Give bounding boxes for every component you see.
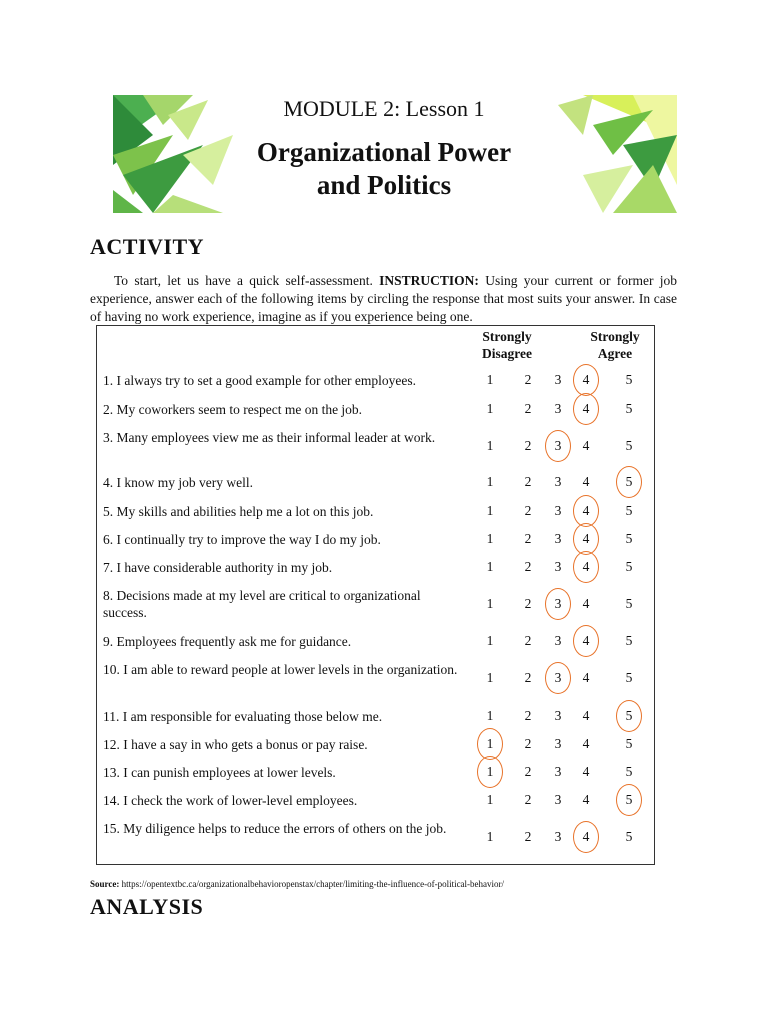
response-option-2[interactable]: 2 bbox=[524, 503, 532, 518]
survey-item-row bbox=[97, 472, 654, 494]
response-option-5[interactable]: 5 bbox=[625, 438, 633, 453]
response-option-4[interactable]: 4 bbox=[582, 633, 590, 648]
title-line-1: Organizational Power bbox=[256, 137, 512, 167]
survey-item-statement: 14. I check the work of lower-level employees. bbox=[103, 793, 358, 808]
response-option-4[interactable]: 4 bbox=[582, 736, 590, 751]
survey-item-row bbox=[97, 529, 654, 551]
survey-item-row bbox=[97, 399, 654, 421]
survey-item-statement: 13. I can punish employees at lower levels. bbox=[103, 765, 336, 780]
response-option-3[interactable]: 3 bbox=[554, 559, 562, 574]
response-option-4[interactable]: 4 bbox=[582, 596, 590, 611]
response-option-3[interactable]: 3 bbox=[554, 503, 562, 518]
response-option-5[interactable]: 5 bbox=[625, 559, 633, 574]
survey-item-statement: 11. I am responsible for evaluating those below me. bbox=[103, 709, 383, 724]
instruction-label: INSTRUCTION: bbox=[379, 273, 479, 288]
response-option-4[interactable]: 4 bbox=[582, 670, 590, 685]
response-option-2[interactable]: 2 bbox=[524, 736, 532, 751]
survey-item-row bbox=[97, 818, 654, 856]
page-title bbox=[0, 136, 768, 202]
survey-item-row bbox=[97, 585, 654, 623]
source-label: Source: bbox=[90, 879, 120, 889]
survey-item-row bbox=[97, 734, 654, 756]
intro-text: To start, let us have a quick self-assessment. bbox=[114, 273, 373, 288]
response-option-2[interactable]: 2 bbox=[524, 792, 532, 807]
response-option-3[interactable]: 3 bbox=[554, 372, 562, 387]
response-option-4[interactable]: 4 bbox=[582, 829, 590, 844]
response-option-3[interactable]: 3 bbox=[554, 736, 562, 751]
response-option-2[interactable]: 2 bbox=[524, 633, 532, 648]
response-option-2[interactable]: 2 bbox=[524, 559, 532, 574]
activity-heading: ACTIVITY bbox=[90, 234, 205, 259]
response-option-4[interactable]: 4 bbox=[582, 503, 590, 518]
response-option-3[interactable]: 3 bbox=[554, 829, 562, 844]
response-option-1[interactable]: 1 bbox=[486, 401, 494, 416]
response-option-1[interactable]: 1 bbox=[486, 474, 494, 489]
response-option-2[interactable]: 2 bbox=[524, 401, 532, 416]
response-option-4[interactable]: 4 bbox=[582, 708, 590, 723]
header-strongly-agree: Strongly Agree bbox=[590, 329, 640, 361]
response-option-5[interactable]: 5 bbox=[625, 372, 633, 387]
response-option-3[interactable]: 3 bbox=[554, 670, 562, 685]
response-option-4[interactable]: 4 bbox=[582, 764, 590, 779]
response-option-1[interactable]: 1 bbox=[486, 764, 494, 779]
survey-item-statement: 3. Many employees view me as their informal leader at work. bbox=[103, 430, 436, 445]
response-option-5[interactable]: 5 bbox=[625, 708, 633, 723]
survey-item-statement: 7. I have considerable authority in my job. bbox=[103, 560, 333, 575]
response-option-1[interactable]: 1 bbox=[486, 633, 494, 648]
response-option-4[interactable]: 4 bbox=[582, 559, 590, 574]
response-option-2[interactable]: 2 bbox=[524, 829, 532, 844]
response-option-5[interactable]: 5 bbox=[625, 531, 633, 546]
response-option-2[interactable]: 2 bbox=[524, 474, 532, 489]
survey-item-row bbox=[97, 501, 654, 523]
response-option-2[interactable]: 2 bbox=[524, 764, 532, 779]
response-option-5[interactable]: 5 bbox=[625, 829, 633, 844]
response-option-1[interactable]: 1 bbox=[486, 596, 494, 611]
survey-item-statement: 1. I always try to set a good example for other employees. bbox=[103, 373, 417, 388]
response-option-4[interactable]: 4 bbox=[582, 372, 590, 387]
response-option-1[interactable]: 1 bbox=[486, 559, 494, 574]
module-title: MODULE 2: Lesson 1 bbox=[283, 96, 485, 121]
response-option-5[interactable]: 5 bbox=[625, 670, 633, 685]
analysis-heading: ANALYSIS bbox=[90, 894, 204, 919]
response-option-1[interactable]: 1 bbox=[486, 531, 494, 546]
response-option-4[interactable]: 4 bbox=[582, 792, 590, 807]
survey-item-row bbox=[97, 790, 654, 812]
survey-item-row bbox=[97, 706, 654, 728]
survey-item-row bbox=[97, 659, 654, 697]
response-option-1[interactable]: 1 bbox=[486, 372, 494, 387]
response-option-2[interactable]: 2 bbox=[524, 531, 532, 546]
instruction-paragraph bbox=[90, 272, 677, 326]
response-option-5[interactable]: 5 bbox=[625, 736, 633, 751]
survey-item-row bbox=[97, 762, 654, 784]
header-strongly-disagree: Strongly Disagree bbox=[482, 329, 532, 361]
survey-item-statement: 10. I am able to reward people at lower levels in the organization. bbox=[103, 662, 458, 677]
survey-item-statement: 2. My coworkers seem to respect me on the job. bbox=[103, 402, 363, 417]
survey-item-statement: 8. Decisions made at my level are critical to organizational success. bbox=[103, 588, 421, 620]
response-option-1[interactable]: 1 bbox=[486, 792, 494, 807]
response-option-5[interactable]: 5 bbox=[625, 474, 633, 489]
response-option-3[interactable]: 3 bbox=[554, 596, 562, 611]
response-option-3[interactable]: 3 bbox=[554, 401, 562, 416]
self-assessment-table bbox=[96, 325, 655, 865]
response-option-1[interactable]: 1 bbox=[486, 829, 494, 844]
response-option-2[interactable]: 2 bbox=[524, 596, 532, 611]
survey-item-statement: 5. My skills and abilities help me a lot on this job. bbox=[103, 504, 374, 519]
response-option-5[interactable]: 5 bbox=[625, 596, 633, 611]
response-option-4[interactable]: 4 bbox=[582, 531, 590, 546]
survey-item-statement: 9. Employees frequently ask me for guidance. bbox=[103, 634, 352, 649]
response-option-5[interactable]: 5 bbox=[625, 792, 633, 807]
survey-item-statement: 12. I have a say in who gets a bonus or pay raise. bbox=[103, 737, 368, 752]
survey-item-statement: 4. I know my job very well. bbox=[103, 475, 253, 490]
response-option-4[interactable]: 4 bbox=[582, 438, 590, 453]
source-url[interactable]: https://opentextbc.ca/organizationalbehavioropenstax/chapter/limiting-the-influence-of-political-behavior/ bbox=[121, 879, 505, 889]
response-option-3[interactable]: 3 bbox=[554, 438, 562, 453]
response-option-1[interactable]: 1 bbox=[486, 670, 494, 685]
survey-item-row bbox=[97, 370, 654, 392]
response-option-2[interactable]: 2 bbox=[524, 708, 532, 723]
instruction-text: Using your current or former job experience, answer each of the following items by circling the response that most suits your answer. In case of having no work experience, imagine as if you experience being one. bbox=[90, 273, 678, 324]
response-option-5[interactable]: 5 bbox=[625, 633, 633, 648]
response-option-3[interactable]: 3 bbox=[554, 633, 562, 648]
response-option-1[interactable]: 1 bbox=[486, 708, 494, 723]
title-line-2: and Politics bbox=[316, 170, 452, 200]
response-option-3[interactable]: 3 bbox=[554, 764, 562, 779]
response-option-5[interactable]: 5 bbox=[625, 764, 633, 779]
survey-item-row bbox=[97, 631, 654, 653]
response-option-1[interactable]: 1 bbox=[486, 503, 494, 518]
response-option-3[interactable]: 3 bbox=[554, 531, 562, 546]
response-option-4[interactable]: 4 bbox=[582, 401, 590, 416]
response-option-1[interactable]: 1 bbox=[486, 736, 494, 751]
survey-item-statement: 6. I continually try to improve the way I do my job. bbox=[103, 532, 381, 547]
response-option-1[interactable]: 1 bbox=[486, 438, 494, 453]
source-citation bbox=[90, 879, 504, 889]
survey-item-row bbox=[97, 427, 654, 465]
response-option-4[interactable]: 4 bbox=[582, 474, 590, 489]
survey-item-statement: 15. My diligence helps to reduce the errors of others on the job. bbox=[103, 821, 447, 836]
response-option-5[interactable]: 5 bbox=[625, 401, 633, 416]
response-option-2[interactable]: 2 bbox=[524, 372, 532, 387]
response-option-3[interactable]: 3 bbox=[554, 474, 562, 489]
response-option-3[interactable]: 3 bbox=[554, 792, 562, 807]
survey-item-row bbox=[97, 557, 654, 579]
response-option-2[interactable]: 2 bbox=[524, 438, 532, 453]
response-option-2[interactable]: 2 bbox=[524, 670, 532, 685]
response-option-3[interactable]: 3 bbox=[554, 708, 562, 723]
response-option-5[interactable]: 5 bbox=[625, 503, 633, 518]
